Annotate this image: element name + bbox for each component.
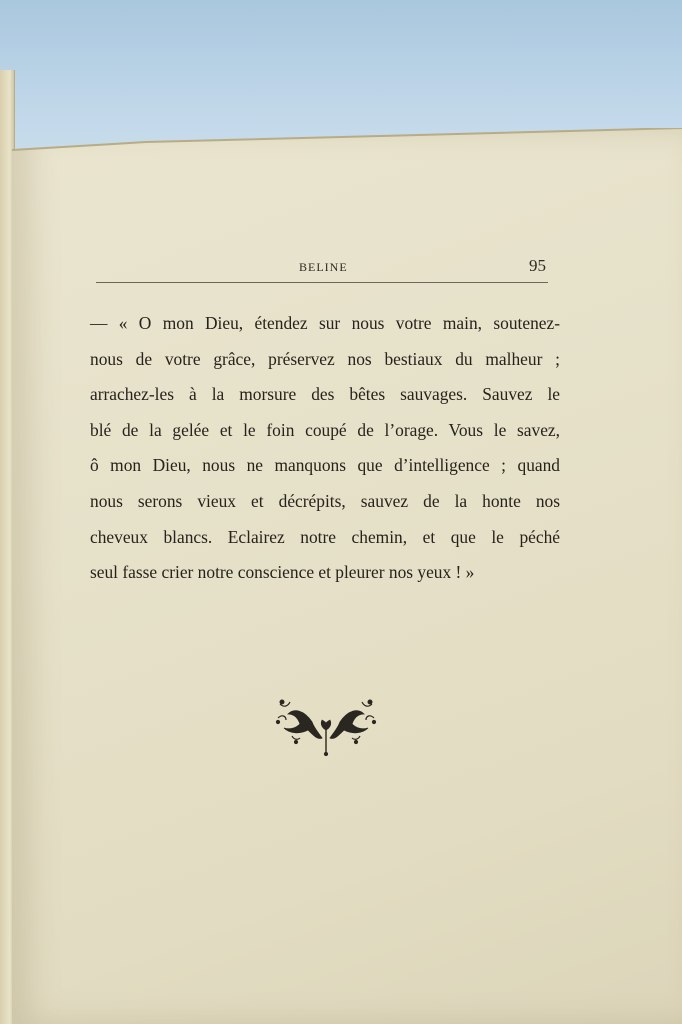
floral-tailpiece-ornament-icon: [274, 694, 378, 756]
text-line: blé de la gelée et le foin coupé de l’orage. Vous le savez,: [90, 419, 560, 440]
running-header: [96, 256, 548, 286]
text-line: nous de votre grâce, préservez nos bestiaux du malheur ;: [90, 348, 560, 369]
text-line: arrachez-les à la morsure des bêtes sauvages. Sauvez le: [90, 384, 560, 405]
header-rule: [96, 282, 548, 283]
text-line: nous serons vieux et décrépits, sauvez de la honte nos: [90, 490, 560, 511]
text-line: cheveux blancs. Eclairez notre chemin, et que le péché: [90, 526, 560, 547]
text-line: seul fasse crier notre conscience et pleurer nos yeux ! »: [90, 562, 475, 583]
running-title: BELINE: [299, 260, 348, 274]
page-number: 95: [529, 256, 546, 275]
show-through-text: [150, 600, 590, 634]
text-line: — « O mon Dieu, étendez sur nous votre main, soutenez-: [90, 313, 560, 333]
body-paragraph: [90, 306, 560, 591]
text-line: ô mon Dieu, nous ne manquons que d’intelligence ; quand: [90, 455, 560, 476]
